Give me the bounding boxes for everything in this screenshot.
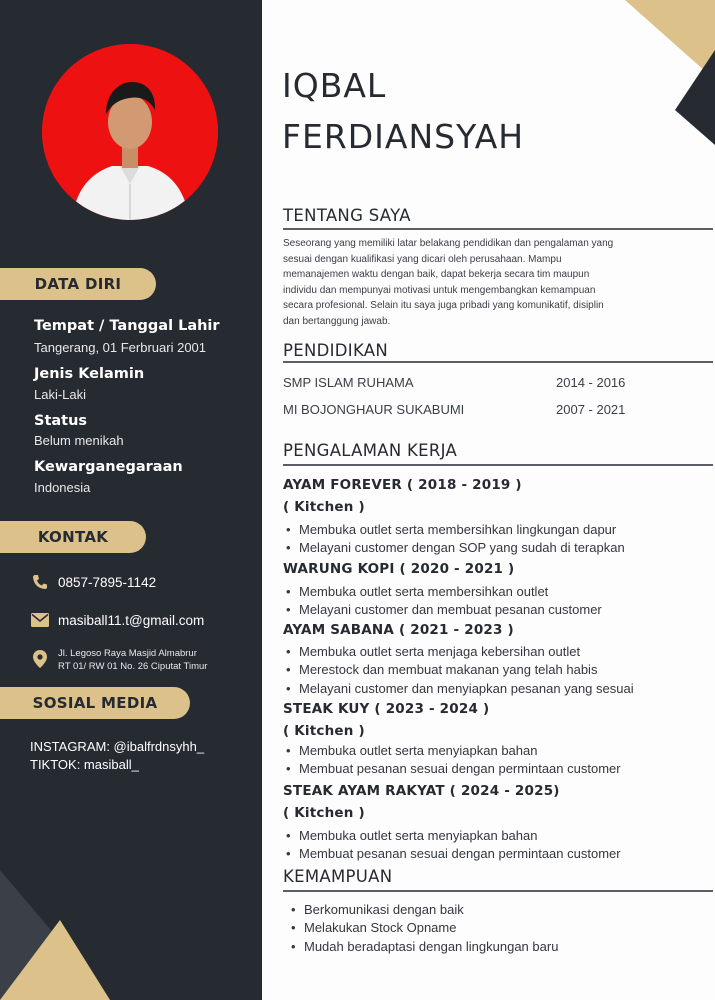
job-duties [286, 521, 625, 558]
email-address: masiball11.t@gmail.com [58, 612, 205, 628]
tentang-saya-heading: TENTANG SAYA [283, 206, 411, 225]
about-line: secara profesional. Selain itu saya juga pribadi yang komunikatif, disiplin [283, 300, 604, 312]
list-item: • Membuka outlet serta menyiapkan bahan [286, 742, 621, 760]
about-line: Seseorang yang memiliki latar belakang pendidikan dan pengalaman yang [283, 238, 614, 249]
about-line: sesuai dengan kualifikasi yang dicari oleh perusahaan. Mampu [283, 253, 562, 265]
profile-photo [42, 44, 218, 220]
job-role: ( Kitchen ) [283, 723, 365, 739]
dark-corner-decoration [675, 50, 715, 150]
status-label: Status [34, 413, 88, 429]
tiktok-handle[interactable]: TIKTOK: masiball_ [30, 757, 139, 772]
about-line: individu dan mempunyai motivasi untuk mengembangkan kemampuan [283, 284, 596, 296]
sidebar [0, 0, 262, 1000]
list-item: • Membuka outlet serta membersihkan lingkungan dapur [286, 521, 625, 539]
list-item: • Berkomunikasi dengan baik [291, 901, 558, 919]
nationality-value: Indonesia [34, 480, 91, 495]
about-line: dan bertanggung jawab. [283, 315, 391, 327]
job-title: STEAK KUY ( 2023 - 2024 ) [283, 701, 490, 717]
list-item: • Merestock dan membuat makanan yang telah habis [286, 661, 634, 679]
sosial-media-heading: SOSIAL MEDIA [0, 687, 190, 719]
list-item: • Membuat pesanan sesuai dengan permintaan customer [286, 760, 621, 778]
job-role: ( Kitchen ) [283, 805, 365, 821]
status-value: Belum menikah [34, 433, 124, 448]
job-duties [286, 643, 634, 698]
section-divider [283, 464, 713, 466]
pendidikan-heading: PENDIDIKAN [283, 341, 389, 360]
bottom-left-decoration [0, 840, 110, 1000]
address-line-1: Jl. Legoso Raya Masjid Almabrur [58, 648, 197, 659]
job-duties [286, 583, 602, 620]
list-item: • Membuka outlet serta menjaga kebersihan outlet [286, 643, 634, 661]
phone-number: 0857-7895-1142 [58, 574, 157, 590]
list-item: • Melayani customer dan menyiapkan pesanan yang sesuai [286, 680, 634, 698]
phone-row[interactable] [30, 572, 156, 592]
list-item: • Melayani customer dan membuat pesanan customer [286, 601, 602, 619]
list-item: • Melayani customer dengan SOP yang sudah di terapkan [286, 539, 625, 557]
section-divider [283, 228, 713, 230]
school-name: SMP ISLAM RUHAMA [283, 375, 414, 390]
list-item: • Melakukan Stock Opname [291, 919, 558, 937]
gender-label: Jenis Kelamin [34, 366, 145, 382]
gender-value: Laki-Laki [34, 387, 87, 402]
last-name: FERDIANSYAH [282, 117, 525, 156]
job-title: AYAM FOREVER ( 2018 - 2019 ) [283, 477, 522, 493]
job-duties [286, 827, 621, 864]
school-name: MI BOJONGHAUR SUKABUMI [283, 402, 465, 417]
kemampuan-heading: KEMAMPUAN [283, 867, 393, 886]
instagram-handle[interactable]: INSTAGRAM: @ibalfrdnsyhh_ [30, 739, 205, 754]
phone-icon [30, 572, 50, 592]
list-item: • Membuat pesanan sesuai dengan permintaan customer [286, 845, 621, 863]
kontak-heading: KONTAK [0, 521, 146, 553]
email-row[interactable] [30, 610, 204, 630]
about-line: memanajemen waktu dengan baik, dapat bekerja secara tim maupun [283, 269, 590, 281]
person-avatar-icon [42, 44, 218, 220]
job-role: ( Kitchen ) [283, 499, 365, 515]
list-item: • Mudah beradaptasi dengan lingkungan baru [291, 938, 558, 956]
job-duties [286, 742, 621, 779]
email-icon [30, 610, 50, 630]
school-years: 2014 - 2016 [556, 375, 626, 390]
job-title: STEAK AYAM RAKYAT ( 2024 - 2025) [283, 783, 560, 799]
section-divider [283, 890, 713, 892]
first-name: IQBAL [282, 66, 387, 105]
birth-label: Tempat / Tanggal Lahir [34, 318, 220, 334]
skills-list [291, 901, 558, 956]
location-pin-icon [30, 649, 50, 669]
pengalaman-heading: PENGALAMAN KERJA [283, 441, 458, 460]
school-years: 2007 - 2021 [556, 402, 626, 417]
about-text [283, 236, 683, 330]
address-row [30, 647, 207, 673]
section-divider [283, 361, 713, 363]
birth-value: Tangerang, 01 Ferbruari 2001 [34, 340, 207, 355]
job-title: WARUNG KOPI ( 2020 - 2021 ) [283, 561, 515, 577]
data-diri-heading: DATA DIRI [0, 268, 156, 300]
nationality-label: Kewarganegaraan [34, 459, 183, 475]
list-item: • Membuka outlet serta membersihkan outlet [286, 583, 602, 601]
job-title: AYAM SABANA ( 2021 - 2023 ) [283, 622, 514, 638]
address-line-2: RT 01/ RW 01 No. 26 Ciputat Timur [58, 661, 208, 672]
list-item: • Membuka outlet serta menyiapkan bahan [286, 827, 621, 845]
